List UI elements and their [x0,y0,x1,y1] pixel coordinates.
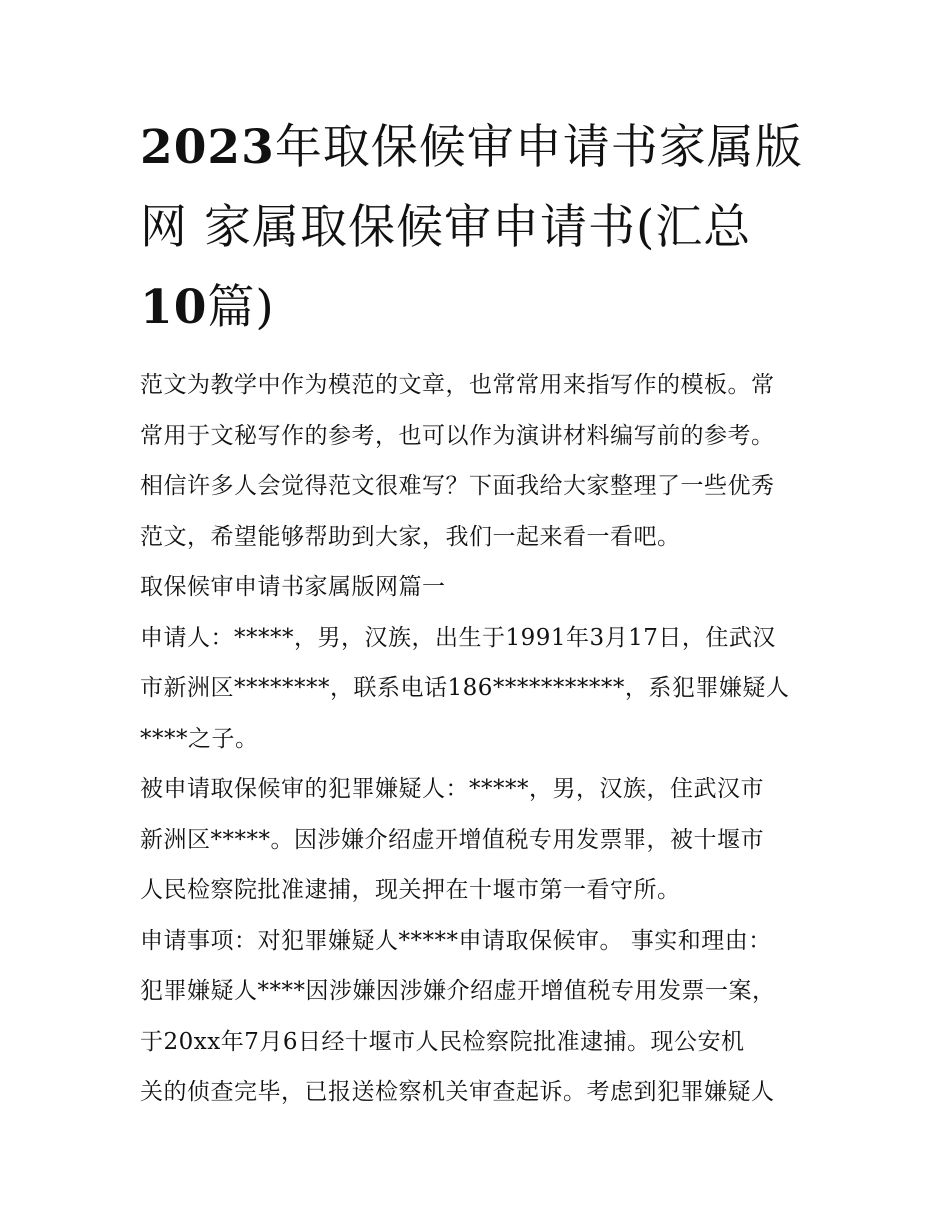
title-line-3: 10篇) [140,280,275,335]
document-body [140,360,820,1118]
body-line: 犯罪嫌疑人****因涉嫌因涉嫌介绍虚开增值税专用发票一案， [140,978,776,1004]
title-line-1: 2023年取保候审申请书家属版 [140,120,803,175]
body-line: ****之子。 [140,725,259,752]
body-line: 新洲区*****。因涉嫌介绍虚开增值税专用发票罪，被十堰市 [140,826,764,853]
title-line-2: 网 家属取保候审申请书(汇总 [140,200,752,255]
body-line: 人民检察院批准逮捕，现关押在十堰市第一看守所。 [140,877,681,903]
body-line: 于20xx年7月6日经十堰市人民检察院批准逮捕。现公安机 [140,1028,745,1055]
body-line: 范文，希望能够帮助到大家，我们一起来看一看吧。 [140,523,681,550]
body-line: 相信许多人会觉得范文很难写？下面我给大家整理了一些优秀 [140,473,775,499]
section-heading: 取保候审申请书家属版网篇一 [140,574,446,600]
body-line: 申请人：*****，男，汉族，出生于1991年3月17日，住武汉 [140,624,776,651]
document-page [140,108,820,1118]
body-line: 被申请取保候审的犯罪嫌疑人：*****，男，汉族，住武汉市 [140,776,764,802]
document-title [140,108,820,348]
body-line: 常用于文秘写作的参考，也可以作为演讲材料编写前的参考。 [140,422,775,449]
body-line: 市新洲区********，联系电话186***********，系犯罪嫌疑人 [140,675,790,701]
body-line: 申请事项：对犯罪嫌疑人*****申请取保候审。 事实和理由： [140,927,772,954]
body-line: 范文为教学中作为模范的文章，也常常用来指写作的模板。常 [140,372,775,398]
body-line: 关的侦查完毕，已报送检察机关审查起诉。考虑到犯罪嫌疑人 [140,1079,775,1105]
